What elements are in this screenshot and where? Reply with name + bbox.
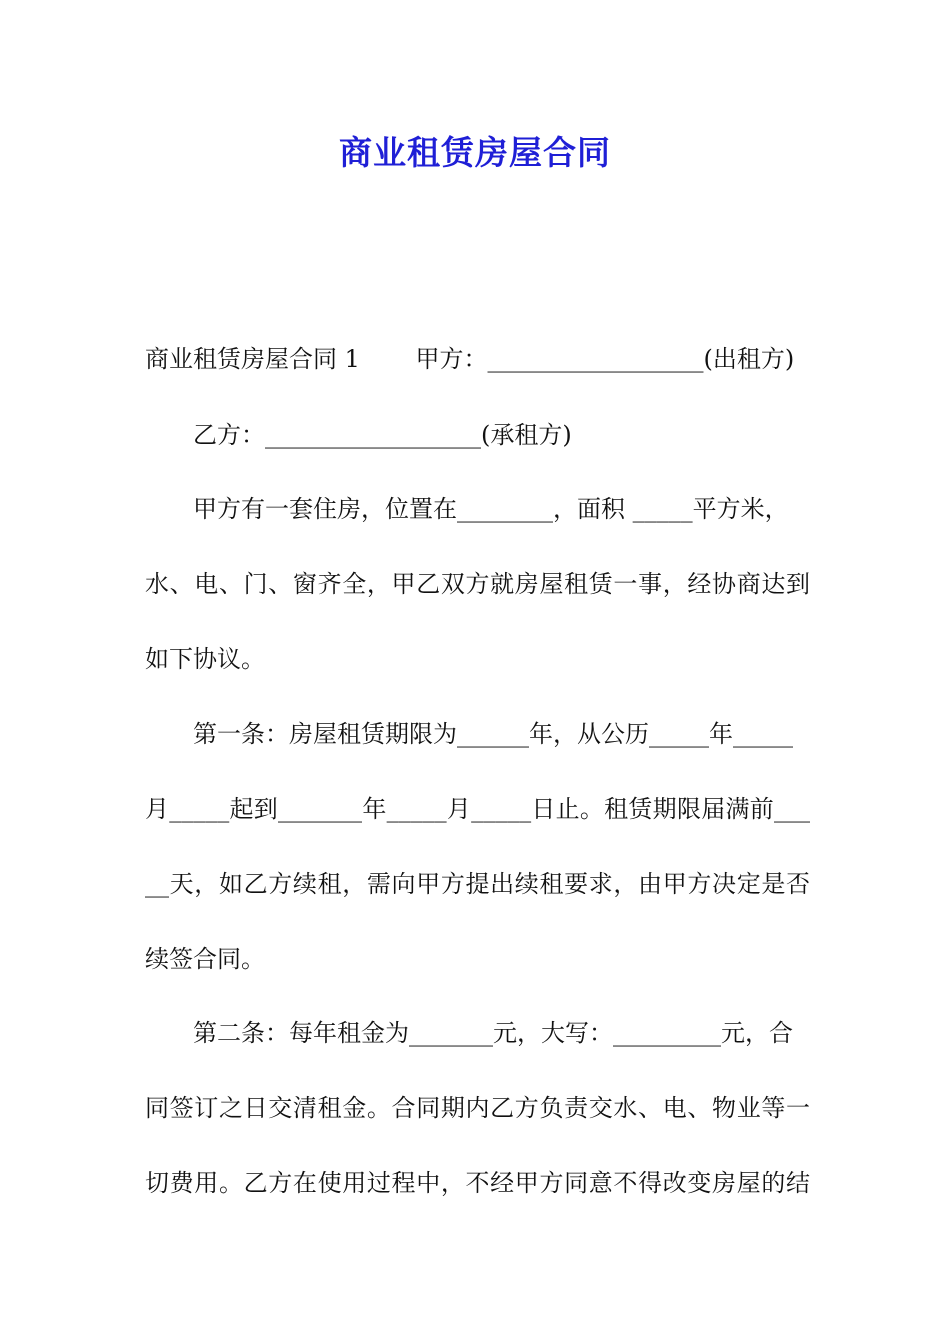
text-line-article-2-1: 第二条：每年租金为_______元，大写：_________元，合 bbox=[193, 1019, 793, 1047]
text-line-article-2-2: 同签订之日交清租金。合同期内乙方负责交水、电、物业等一 bbox=[145, 1094, 810, 1122]
text-line-property-1: 甲方有一套住房，位置在________，面积 _____平方米， bbox=[193, 495, 789, 523]
text-line-article-1-3: __天，如乙方续租，需向甲方提出续租要求，由甲方决定是否 bbox=[145, 870, 810, 898]
text-line-property-3: 如下协议。 bbox=[145, 645, 265, 673]
text-line-party-b: 乙方：__________________(承租方) bbox=[193, 421, 572, 449]
document-title: 商业租赁房屋合同 bbox=[339, 133, 611, 172]
text-line-party-a: 商业租赁房屋合同 1 甲方：__________________(出租方) bbox=[145, 345, 795, 373]
text-line-article-1-4: 续签合同。 bbox=[145, 945, 265, 973]
text-line-property-2: 水、电、门、窗齐全，甲乙双方就房屋租赁一事，经协商达到 bbox=[145, 570, 810, 598]
text-line-article-1-1: 第一条：房屋租赁期限为______年，从公历_____年_____ bbox=[193, 720, 793, 748]
text-line-article-1-2: 月_____起到_______年_____月_____日止。租赁期限届满前___ bbox=[145, 795, 810, 823]
text-line-article-2-3: 切费用。乙方在使用过程中，不经甲方同意不得改变房屋的结 bbox=[145, 1169, 810, 1197]
